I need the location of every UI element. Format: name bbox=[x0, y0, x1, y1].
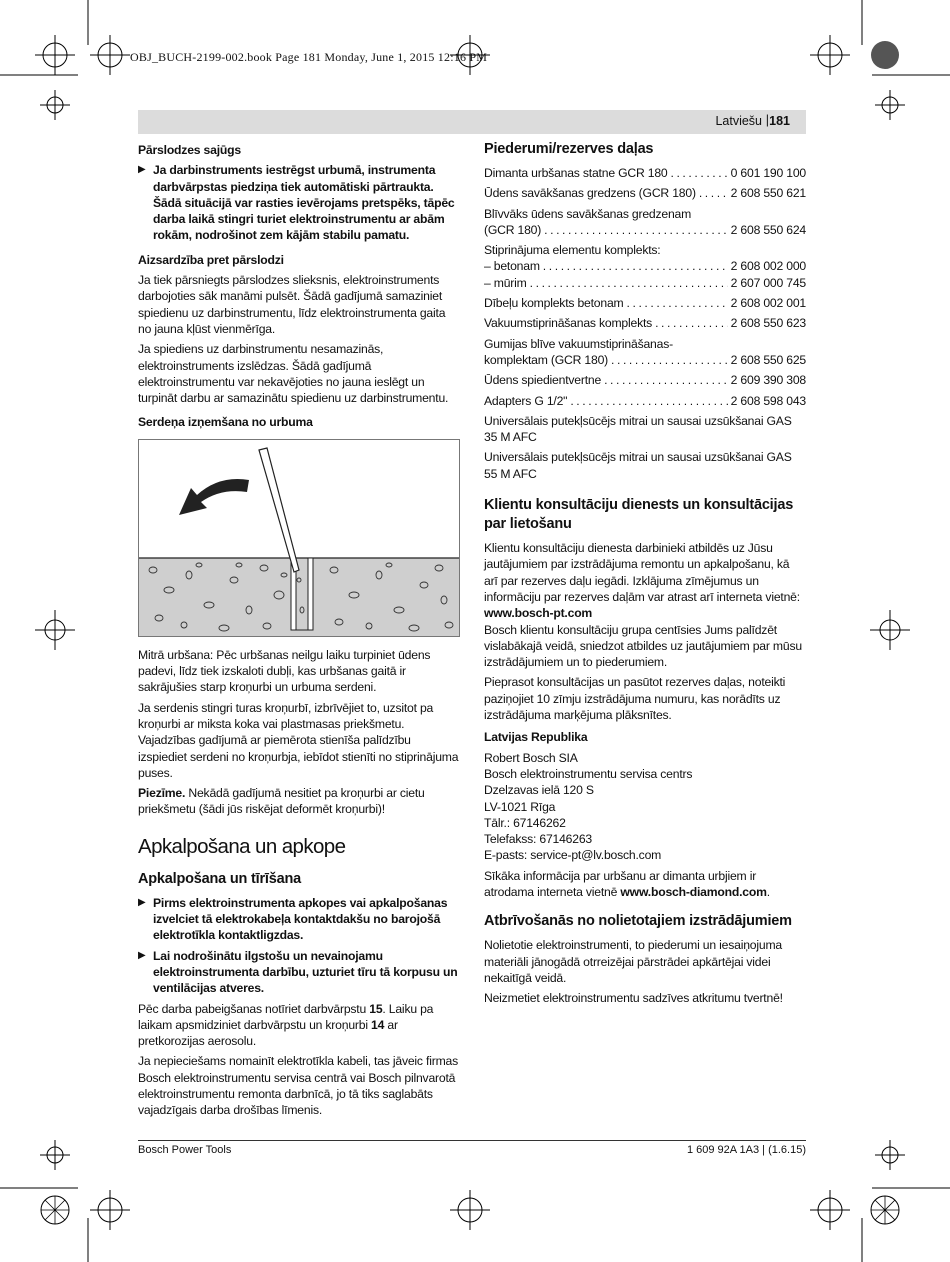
maintenance-bullet-2-text: Lai nodrošinātu ilgstošu un nevainojamu elektroinstrumenta darbību, uzturiet tīru tā korpusu un ventilācijas atveres. bbox=[153, 948, 458, 996]
part-code: 2 609 390 308 bbox=[730, 373, 806, 388]
page-number: 181 bbox=[769, 114, 790, 128]
part-code: 2 608 550 625 bbox=[730, 352, 806, 367]
protection-paragraph-1: Ja tiek pārsniegts pārslodzes slieksnis, elektroinstruments darbojoties sāk manāmi pulsēt. Šādā gadījumā samaziniet spiedienu uz darbinstrumentu, līdz elektroinstrumenta gaita no jauna kļūst vienmērīga. bbox=[138, 273, 446, 336]
part-label: komplektam (GCR 180) bbox=[484, 352, 609, 367]
service-paragraph-1: Klientu konsultāciju dienesta darbinieki atbildēs uz Jūsu jautājumiem par izstrādājuma remontu un apkalpošanu, kā arī par rezerves daļu iegādi. Izklājuma zīmējumus un informāciju par rezerves daļām var atrast arī interneta vietnē: bbox=[484, 541, 800, 604]
parts-item bbox=[484, 165, 806, 181]
address-email[interactable]: E-pasts: service-pt@lv.bosch.com bbox=[484, 848, 662, 863]
part-code: 2 608 550 624 bbox=[730, 222, 806, 237]
parts-item bbox=[484, 206, 806, 239]
core-paragraph-2: Ja serdenis stingri turas kroņurbī, izbrīvējiet to, uzsitot pa kroņurbi ar miksta koka vai plastmasas priekšmetu. Vajadzības gadījumā ar piemērota stienīša palīdzību izspiediet serdeni no kroņurbja, iebīdot stienīti no stiprinājuma puses. bbox=[138, 700, 459, 780]
header-separator: | bbox=[765, 113, 769, 127]
disposal-paragraph-2: Neizmetiet elektroinstrumentu sadzīves atkritumu tvertnē! bbox=[484, 991, 783, 1006]
part-label: Ūdens savākšanas gredzens (GCR 180) bbox=[484, 186, 696, 201]
address-line: LV-1021 Rīga bbox=[484, 799, 556, 814]
bullet-triangle-icon: ▶ bbox=[138, 164, 146, 176]
part-label: – betonam bbox=[484, 259, 540, 274]
page-header-bar bbox=[138, 110, 806, 134]
part-code: 2 608 598 043 bbox=[730, 393, 806, 408]
maintenance-paragraph-1 bbox=[138, 1001, 460, 1050]
parts-item: Universālais putekļsūcējs mitrai un sausai uzsūkšanai GAS 35 M AFC bbox=[484, 413, 792, 445]
parts-list bbox=[484, 165, 806, 482]
overload-heading: Pārslodzes sajūgs bbox=[138, 143, 241, 157]
core-note bbox=[138, 785, 460, 818]
parts-item bbox=[484, 336, 806, 369]
part-label: Adapters G 1/2" bbox=[484, 393, 568, 408]
right-column bbox=[484, 140, 806, 1010]
core-removal-drawing bbox=[139, 440, 459, 636]
overload-warning-text: Ja darbinstruments iestrēgst urbumā, instrumenta darbvārpstas piedziņa tiek automātiski pārtraukta. Šādā situācijā var rasties ievērojams pretspēks, tāpēc darba laikā stingri turiet elektroinstrumentu ar abām rokām, nodrošinot zem kājām stabilu pamatu. bbox=[153, 163, 455, 243]
text-run: . bbox=[766, 884, 770, 899]
note-label: Piezīme. bbox=[138, 786, 186, 801]
book-info-line: OBJ_BUCH-2199-002.book Page 181 Monday, June 1, 2015 12:16 PM bbox=[130, 50, 488, 64]
footer-left: Bosch Power Tools bbox=[138, 1144, 232, 1156]
service-paragraph-3: Pieprasot konsultācijas un pasūtot rezerves daļas, noteikti paziņojiet 10 zīmju izstrādājuma numuru, kas norādīts uz izstrādājuma marķējuma plāksnītes. bbox=[484, 675, 786, 723]
maintenance-heading: Apkalpošana un apkope bbox=[138, 834, 346, 858]
text-run: Pēc darba pabeigšanas notīriet darbvārpstu bbox=[138, 1001, 370, 1016]
core-paragraph-1: Mitrā urbšana: Pēc urbšanas neilgu laiku turpiniet ūdens padevi, līdz tiek izskaloti dubļi, kas urbšanas gaitā ir sakrājušies starp kroņurbi un urbuma serdeni. bbox=[138, 647, 431, 695]
maintenance-paragraph-2: Ja nepieciešams nomainīt elektrotīkla kabeli, tas jāveic firmas Bosch elektroinstrumentu servisa centrā vai Bosch pilnvarotā elektroinstrumentu remonta darbnīcā, jo tā tiks saglabāts vajadzīgais darba drošības līmenis. bbox=[138, 1054, 458, 1118]
left-column bbox=[138, 142, 460, 1123]
part-label: Dimanta urbšanas statne GCR 180 bbox=[484, 166, 668, 180]
bullet-triangle-icon: ▶ bbox=[138, 896, 146, 908]
address-line: Bosch elektroinstrumentu servisa centrs bbox=[484, 766, 693, 781]
text-run: ar pretkorozijas aerosolu. bbox=[138, 1017, 398, 1049]
note-text: Nekādā gadījumā nesitiet pa kroņurbi ar cietu priekšmetu (šādi jūs riskējat deformēt kroņurbi)! bbox=[138, 786, 425, 817]
maintenance-bullet-1 bbox=[138, 895, 460, 944]
part-label: (GCR 180) bbox=[484, 222, 542, 237]
parts-item bbox=[484, 295, 806, 311]
service-url[interactable]: www.bosch-pt.com bbox=[484, 606, 593, 621]
part-code: 2 608 002 001 bbox=[730, 296, 806, 311]
parts-item bbox=[484, 242, 806, 291]
part-label: Vakuumstiprināšanas komplekts bbox=[484, 316, 653, 331]
part-code: 2 607 000 745 bbox=[730, 275, 806, 290]
parts-item bbox=[484, 315, 806, 331]
overload-warning bbox=[138, 162, 460, 243]
part-label: Blīvvāks ūdens savākšanas gredzenam bbox=[484, 206, 692, 221]
part-label: – mūrim bbox=[484, 275, 527, 290]
disposal-paragraph-1: Nolietotie elektroinstrumenti, to piederumi un iesaiņojuma materiāli jānogādā otrreizējai pārstrādei apkārtējai videi nekaitīgā veidā. bbox=[484, 938, 782, 985]
protection-paragraph-2: Ja spiediens uz darbinstrumentu nesamazinās, elektroinstruments izslēdzas. Šādā gadījumā elektroinstrumentu var nekavējoties no jauna ieslēgt un turpināt darbu ar samazinātu spiedienu uz darbinstrumentu. bbox=[138, 342, 449, 406]
parts-item bbox=[484, 372, 806, 388]
address-line: Dzelzavas ielā 120 S bbox=[484, 783, 594, 798]
footer-rule bbox=[138, 1140, 806, 1141]
parts-item bbox=[484, 185, 806, 201]
part-code: 2 608 550 621 bbox=[730, 186, 806, 201]
part-label: Dībeļu komplekts betonam bbox=[484, 296, 624, 311]
maintenance-bullet-1-text: Pirms elektroinstrumenta apkopes vai apkalpošanas izvelciet tā elektrokabeļa kontaktdakšu no barojošā elektrotīkla kontaktligzdas. bbox=[153, 895, 448, 943]
cleaning-subheading: Apkalpošana un tīrīšana bbox=[138, 870, 301, 887]
part-label: Stiprinājuma elementu komplekts: bbox=[484, 243, 661, 258]
disposal-heading: Atbrīvošanās no nolietotajiem izstrādājumiem bbox=[484, 913, 792, 930]
part-code: 2 608 550 623 bbox=[730, 316, 806, 331]
parts-heading: Piederumi/rezerves daļas bbox=[484, 141, 654, 157]
core-removal-illustration bbox=[138, 439, 460, 637]
item-number: 15 bbox=[369, 1001, 383, 1016]
address-fax: Telefakss: 67146263 bbox=[484, 832, 592, 847]
bullet-triangle-icon: ▶ bbox=[138, 949, 146, 961]
country-heading: Latvijas Republika bbox=[484, 730, 588, 745]
address-line: Robert Bosch SIA bbox=[484, 750, 578, 765]
service-heading: Klientu konsultāciju dienests un konsultācijas par lietošanu bbox=[484, 497, 794, 533]
part-code: 2 608 002 000 bbox=[730, 259, 806, 274]
text-run: . Laiku pa laikam apsmidziniet darbvārpstu un kroņurbi bbox=[138, 1001, 434, 1032]
maintenance-bullet-2 bbox=[138, 948, 460, 997]
service-paragraph-2: Bosch klientu konsultāciju grupa centīsies Jums palīdzēt vislabākajā veidā, sniedzot atbildes uz jautājumiem par mūsu izstrādājumiem un to piederumiem. bbox=[484, 622, 802, 670]
part-code: 0 601 190 100 bbox=[730, 166, 806, 180]
part-label: Gumijas blīve vakuumstiprināšanas- bbox=[484, 336, 673, 351]
diamond-url[interactable]: www.bosch-diamond.com bbox=[620, 884, 767, 899]
footer-right: 1 609 92A 1A3 | (1.6.15) bbox=[686, 1144, 806, 1156]
text-run: Sīkāka informācija par urbšanu ar dimanta urbjiem ir atrodama interneta vietnē bbox=[484, 868, 757, 899]
protection-heading: Aizsardzība pret pārslodzi bbox=[138, 252, 284, 267]
part-label: Ūdens spiedientvertne bbox=[484, 373, 602, 388]
header-language: Latviešu bbox=[715, 114, 762, 128]
service-paragraph-4 bbox=[484, 868, 806, 901]
parts-item bbox=[484, 393, 806, 409]
core-removal-heading: Serdeņa izņemšana no urbuma bbox=[138, 415, 313, 430]
parts-item: Universālais putekļsūcējs mitrai un sausai uzsūkšanai GAS 55 M AFC bbox=[484, 450, 792, 481]
address-phone: Tālr.: 67146262 bbox=[484, 815, 566, 830]
item-number: 14 bbox=[371, 1017, 385, 1032]
